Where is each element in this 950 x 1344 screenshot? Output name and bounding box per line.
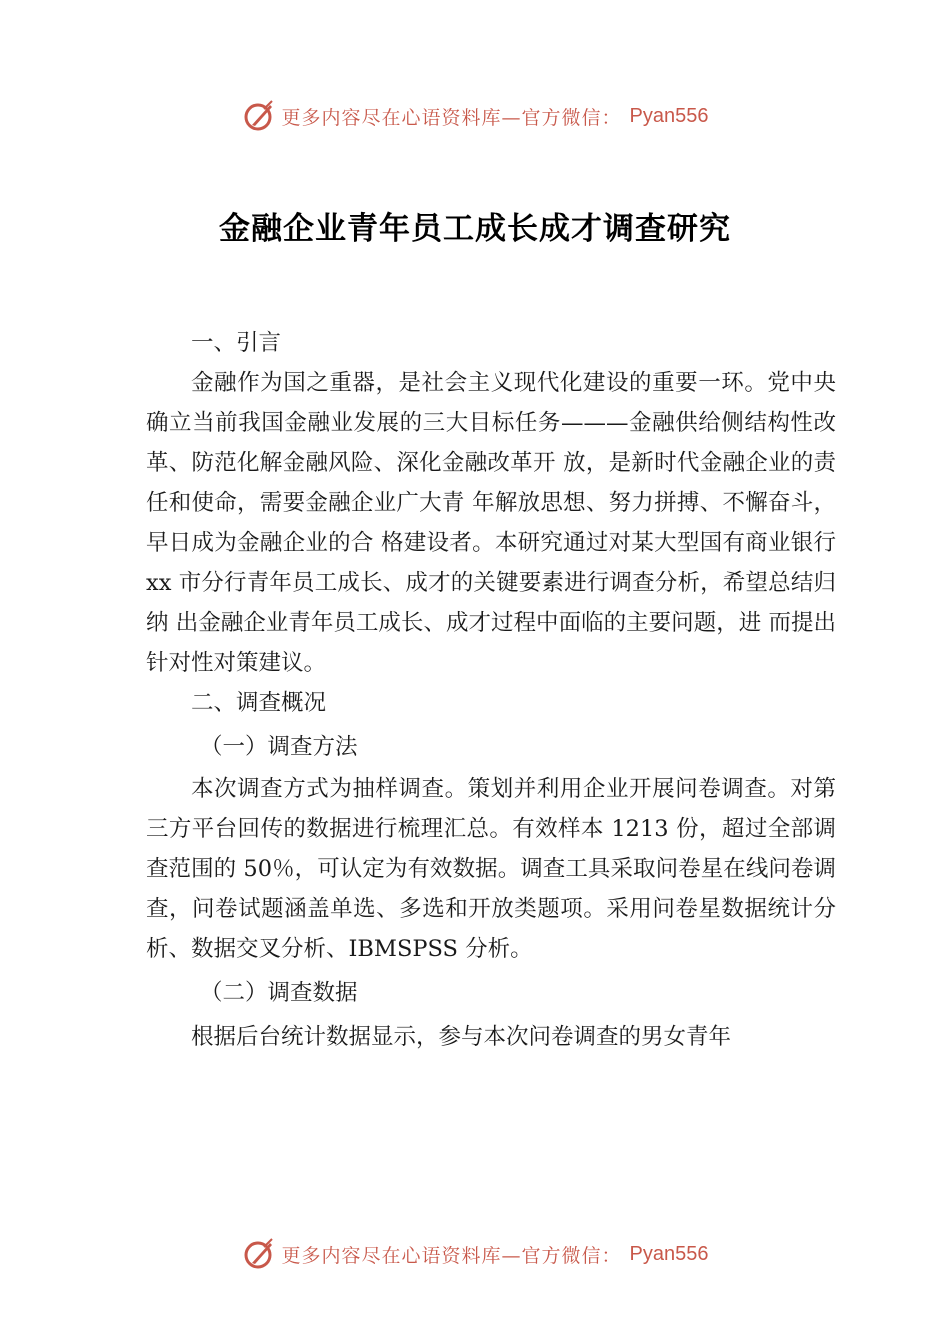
document-title: 金融企业青年员工成长成才调查研究 bbox=[219, 211, 731, 247]
quill-logo-icon bbox=[242, 1237, 276, 1271]
watermark-wechat-id: Pyan556 bbox=[629, 104, 709, 127]
paragraph-intro: 金融作为国之重器，是社会主义现代化建设的重要一环。党中央确立当前我国金融业发展的三大目标任务———金融供给侧结构性改革、防范化解金融风险、深化金融改革开 放，是新时代金融企业的责任和使命，需要金融企业广大青 年解放思想、努力拼搏、不懈奋斗，早日成为金融企业的合 格建设者。本研究通过对某大型国有商业银行 xx 市分行青年员工成长、成才的关键要素进行调查分析，希望总结归纳 出金融企业青年员工成长、成才过程中面临的主要问题，进 而提出针对性对策建议。 bbox=[146, 370, 836, 676]
watermark-text: 更多内容尽在心语资料库—官方微信： bbox=[281, 106, 622, 129]
watermark-text: 更多内容尽在心语资料库—官方微信： bbox=[281, 1244, 622, 1267]
document-body bbox=[146, 323, 836, 1057]
quill-logo-icon bbox=[242, 99, 276, 133]
subsection-heading-data: （二）调查数据 bbox=[200, 980, 358, 1006]
paragraph-method: 本次调查方式为抽样调查。策划并利用企业开展问卷调查。对第三方平台回传的数据进行梳理汇总。有效样本 1213 份，超过全部调查范围的 50％，可认定为有效数据。调查工具采取问卷星在线问卷调查，问卷试题涵盖单选、多选和开放类题项。采用问卷星数据统计分析、数据交叉分析、IBMSPSS 分析。 bbox=[146, 776, 836, 962]
section-heading-overview: 二、调查概况 bbox=[191, 690, 327, 716]
subsection-heading-method: （一）调查方法 bbox=[200, 734, 358, 760]
paragraph-data: 根据后台统计数据显示，参与本次问卷调查的男女青年 bbox=[191, 1024, 732, 1050]
section-heading-intro: 一、引言 bbox=[191, 330, 282, 356]
header-watermark bbox=[0, 96, 950, 136]
watermark-wechat-id: Pyan556 bbox=[629, 1242, 709, 1265]
footer-watermark bbox=[0, 1234, 950, 1274]
